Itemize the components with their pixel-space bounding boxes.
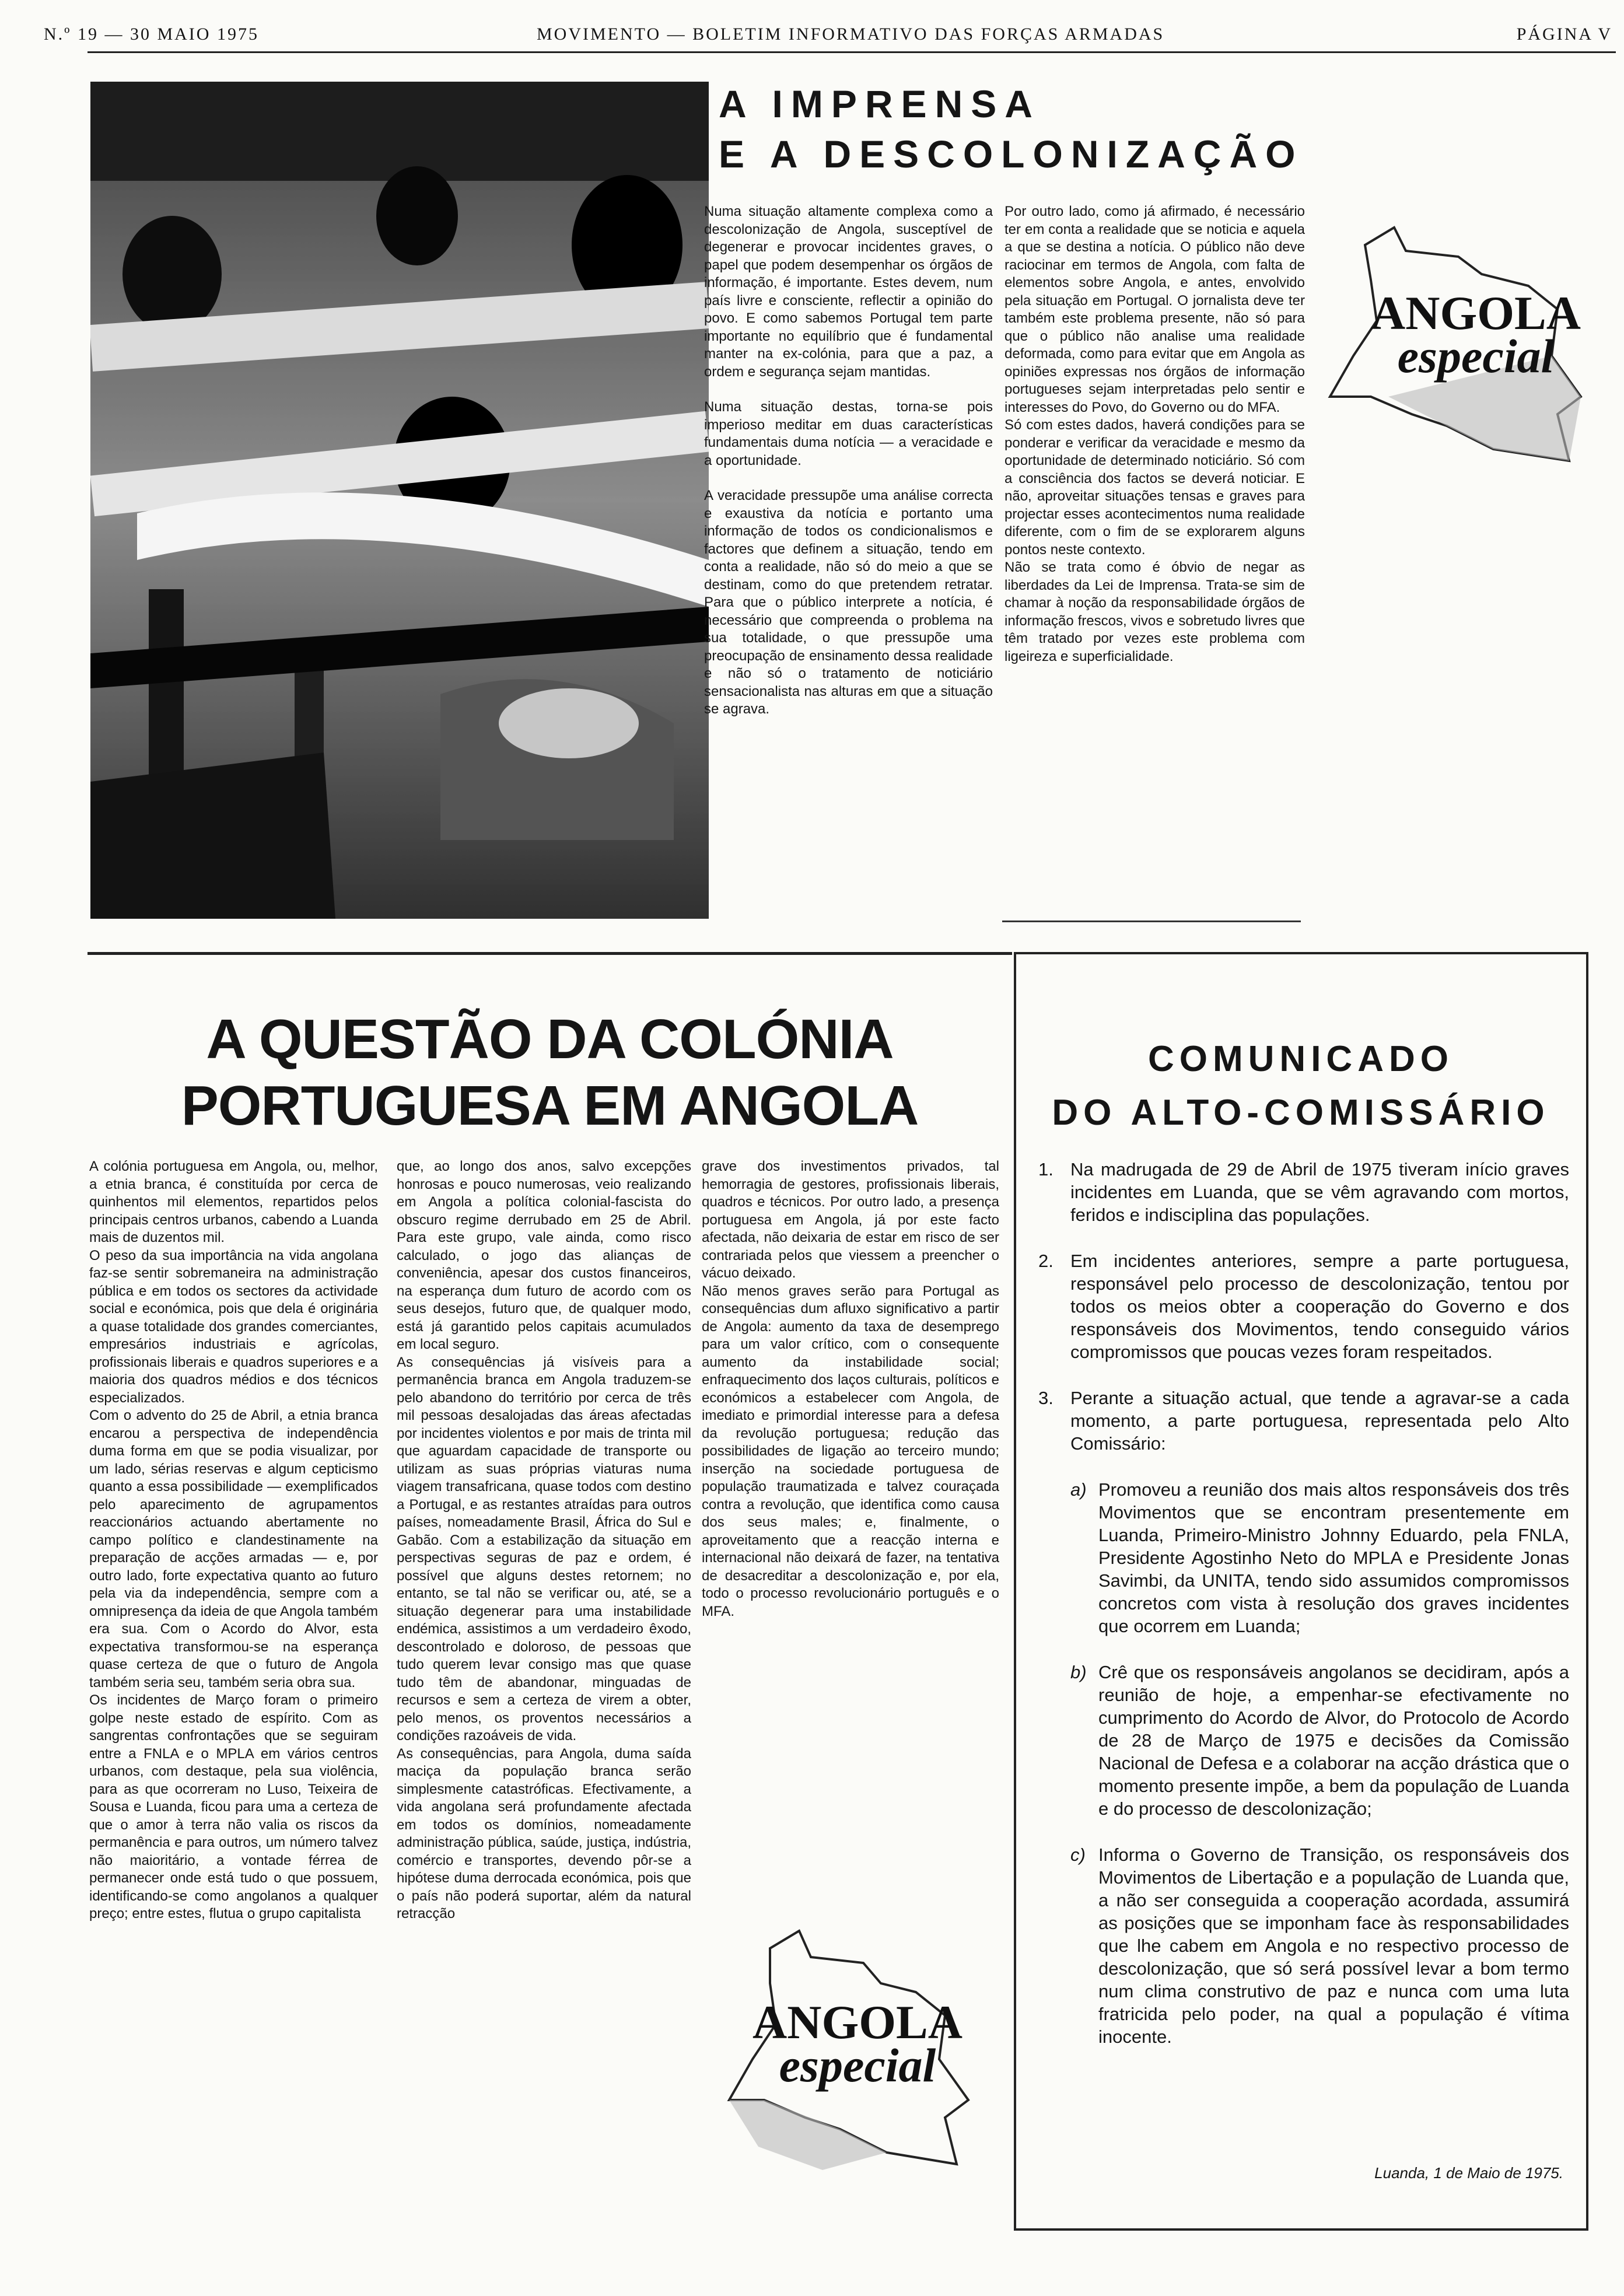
communique-title-line2: DO ALTO-COMISSÁRIO [1052, 1093, 1550, 1133]
paragraph: Só com estes dados, haverá condições para se ponderar e verificar da veracidade e mesmo da oportunidade de determinado noticiário. Só com a consciência dos factos se deverá noticiar. E não, aproveitar situações tensas e graves para projectar esses acontecimentos numa realidade diferente, com o fim de se explorarem alguns pontos neste contexto. [1005, 417, 1305, 558]
publication-title: MOVIMENTO — BOLETIM INFORMATIVO DAS FORÇAS ARMADAS [537, 24, 1165, 44]
paragraph: que, ao longo dos anos, salvo excepções honrosas e pouco numerosas, veio realizando em Angola a política colonial-fascista do obscuro regime derrubado em 25 de Abril. Para este grupo, vale ainda, como risco calculado, o jogo das alianças de conveniência, apesar dos custos financeiros, na esperança dum futuro de acordo com os seus desejos, futuro que, de qualquer modo, está já garantido pelos capitais acumulados em local seguro. [397, 1158, 691, 1352]
subitem-letter: a) [1070, 1479, 1087, 1500]
paragraph: Os incidentes de Março foram o primeiro golpe neste estado de espírito. Com as sangrentas confrontações que se seguiram entre a FNLA e o MPLA em vários centros urbanos, com destaque, pela sua violência, para as que ocorreram no Luso, Teixeira de Sousa e Luanda, ficou para uma a certeza de que o amor à terra não valia os riscos da permanência e para outros, um número talvez não maioritário, a vontade férrea de permanecer onde está tudo o que possuem, identificando-se como angolanos a qualquer preço; entre estes, flutua o grupo capitalista [89, 1692, 378, 1922]
article2-column-2 [397, 1158, 691, 1923]
issue-number: N.º 19 — 30 MAIO 1975 [44, 24, 259, 44]
article1-title-line2: E A DESCOLONIZAÇÃO [719, 132, 1304, 176]
paragraph: Por outro lado, como já afirmado, é necessário ter em conta a realidade que se noticia e aquela a que se destina a notícia. O público não deve raciocinar em termos de Angola, com falta de elementos sobre Angola, e antes, envolvido pela situação em Portugal. O jornalista deve ter também este problema presente, não só para que o público não analise uma realidade deformada, como para evitar que em Angola as opiniões expressas nos órgãos de informação portugueses sejam interpretadas pelo sentir e interesses do Povo, do Governo ou do MFA. [1005, 204, 1305, 415]
item-number: 2. [1038, 1251, 1054, 1271]
angola-especial-logo [1307, 204, 1598, 484]
item-number: 1. [1038, 1159, 1054, 1180]
communique-subitem [1070, 1478, 1569, 1637]
photo-illustration [90, 82, 709, 919]
article1-column-2 [1005, 203, 1305, 666]
header-rule [88, 51, 1616, 53]
paragraph: As consequências, para Angola, duma saída maciça da população branca serão simplesmente catastróficas. Efectivamente, a vida angolana será profundamente afectada em todos os domínios, nomeadamente administração pública, saúde, justiça, indústria, comércio e transportes, devendo pôr-se a hipótese duma derrocada económica, pois que o país não poderá suportar, além da natural retracção [397, 1745, 691, 1922]
angola-especial-logo-2 [706, 1913, 986, 2182]
subitem-text: Informa o Governo de Transição, os responsáveis dos Movimentos de Libertação e a população de Luanda que, a não ser conseguida a cooperação acordada, assumirá as posições que se imponham face às responsabilidades que lhe cabem em Angola e no respectivo processo de descolonização, que só será possível levar a bom termo num clima construtivo de paz e nunca com uma luta fratricida pelo poder, na qual a população é vítima inocente. [1098, 1845, 1569, 2047]
paragraph: As consequências já visíveis para a permanência branca em Angola traduzem-se pelo abandono do território por cerca de três mil pessoas desalojadas das áreas afectadas por incidentes violentos e por mais de trinta mil que aguardam capacidade de transporte ou utilizam as suas próprias viaturas numa viagem transafricana, quase todos com destino a Portugal, e as restantes atraídas para outros países, nomeadamente Brasil, África do Sul e Gabão. Com a estabilização da situação em perspectivas seguras de paz e ordem, é possível que alguns destes retornem; no entanto, se tal não se verificar ou, até, se a situação degenerar para uma instabilidade endémica, assistimos a um verdadeiro êxodo, descontrolado e doloroso, de pessoas que tudo querem levar consigo mas que quase tudo têm de abandonar, minguadas de recursos e sem a certeza de virem a obter, pelo menos, os proventos necessários a condições razoáveis de vida. [397, 1354, 691, 1744]
paragraph: grave dos investimentos privados, tal hemorragia de gestores, profissionais liberais, quadros e técnicos. Por outro lado, a presença portuguesa em Angola, já por este facto afectada, não deixaria de estar em risco de ser contrariada pelos que viessem a preencher o vácuo deixado. [702, 1158, 999, 1281]
communique-item [1038, 1250, 1569, 1363]
logo-word-angola: ANGOLA [1371, 286, 1581, 340]
article2-column-1 [89, 1158, 378, 1923]
item-text: Em incidentes anteriores, sempre a parte portuguesa, responsável pelo processo de descolonização, tentou por todos os meios obter a cooperação do Governo e dos responsáveis dos Movimentos, tendo conseguido vários compromissos que poucas vezes foram respeitados. [1070, 1251, 1569, 1362]
paragraph: Não menos graves serão para Portugal as consequências dum afluxo significativo a partir de Angola: aumento da taxa de desemprego para um valor crítico, com o consequente aumento da instabilidade social; enfraquecimento dos laços culturais, políticos e económicos a estabelecer com Angola, de imediato e primordial interesse para a defesa da revolução portuguesa; redução das possibilidades de ligação ao terceiro mundo; inserção na sociedade portuguesa de população traumatizada e talvez couraçada contra a revolução, que identifica como causa dos seus males; e, finalmente, o aproveitamento que a reacção interna e internacional não deixará de fazer, na tentativa de desacreditar a descolonização e, por ela, todo o processo revolucionário português e o MFA. [702, 1283, 999, 1619]
communique-subitem [1070, 1843, 1569, 2048]
item-text: Na madrugada de 29 de Abril de 1975 tiveram início graves incidentes em Luanda, que se vêm agravando com mortos, feridos e indisciplina das populações. [1070, 1159, 1569, 1225]
article2-top-rule [88, 952, 1012, 955]
communique-list [1038, 1158, 1569, 2071]
page-number: PÁGINA V [1516, 24, 1612, 44]
article2-title [88, 1006, 1012, 1139]
subitem-letter: b) [1070, 1662, 1087, 1682]
subitem-text: Promoveu a reunião dos mais altos responsáveis dos três Movimentos que se encontram presentemente em Luanda, Primeiro-Ministro Johnny Eduardo, pela FNLA, Presidente Agostinho Neto do MPLA e Presidente Jonas Savimbi, da UNITA, tendo sido assumidos compromissos concretos com vista à resolução dos graves incidentes que ocorrem em Luanda; [1098, 1479, 1569, 1636]
logo-word-especial: especial [1397, 330, 1555, 383]
paragraph: A colónia portuguesa em Angola, ou, melhor, a etnia branca, é constituída por cerca de quinhentos mil elementos, repartidos pelos principais centros urbanos, cabendo a Luanda mais de duzentos mil. [89, 1158, 378, 1245]
paragraph: A veracidade pressupõe uma análise correcta e exaustiva da notícia e portanto uma informação de todos os condicionalismos e factores que definem a situação, tendo em conta a realidade, não só do meio a que se destinam, como do que pretendem retratar. Para que o público interprete a notícia, é necessário que compreenda o problema na sua totalidade, o que pressupõe uma preocupação de ensinamento dessa realidade e não só o tratamento de noticiário sensacionalista nas alturas em que a situação se agrava. [704, 488, 993, 717]
communique-item [1038, 1158, 1569, 1226]
paragraph: Com o advento do 25 de Abril, a etnia branca encarou a perspectiva de independência duma forma em que se podia visualizar, por um lado, sérias reservas e algum cepticismo quanto a essa possibilidade — exemplificados pelo aparecimento de agrupamentos reaccionários actuando abertamente no campo político e clandestinamente na preparação de acções armadas — e, por outro lado, forte expectativa quanto ao futuro pela via da independência, sempre com a omnipresença da ideia de que Angola também era sua. Com o Acordo do Alvor, esta expectativa transformou-se na esperança quase certeza de que o futuro de Angola também seria seu, também seria obra sua. [89, 1408, 378, 1690]
paragraph: Não se trata como é óbvio de negar as liberdades da Lei de Imprensa. Trata-se sim de chamar à noção da responsabilidade órgãos de informação frescos, vivos e sobretudo livres que têm tratado por vezes este problema com ligeireza e superficialidade. [1005, 559, 1305, 664]
article1-title [719, 79, 1303, 179]
logo-word-angola: ANGOLA [752, 1996, 963, 2049]
communique-signature: Luanda, 1 de Maio de 1975. [1374, 2164, 1563, 2182]
article1-title-line1: A IMPRENSA [719, 82, 1041, 125]
communique-subitem [1070, 1661, 1569, 1820]
article2-column-3 [702, 1158, 999, 1620]
paragraph: Numa situação destas, torna-se pois imperioso meditar em duas características fundamentais duma notícia — a veracidade e a oportunidade. [704, 399, 993, 468]
subitem-letter: c) [1070, 1845, 1086, 1865]
article1-column-1 [704, 203, 993, 719]
communique-item [1038, 1387, 1569, 1455]
item-text: Perante a situação actual, que tende a agravar-se a cada momento, a parte portuguesa, representada pelo Alto Comissário: [1070, 1388, 1569, 1454]
classroom-photo [90, 82, 709, 919]
paragraph: Numa situação altamente complexa como a descolonização de Angola, susceptível de degenerar e provocar incidentes graves, o papel que podem desempenhar os órgãos de informação, é importante. Estes devem, num país livre e consciente, reflectir a opinião do povo. E como sabemos Portugal tem parte importante no equilíbrio que é fundamental manter na ex-colónia, para que a paz, a ordem e segurança sejam mantidas. [704, 204, 993, 380]
paragraph: O peso da sua importância na vida angolana faz-se sentir sobremaneira na administração pública e em todos os sectores da actividade social e económica, pois que dela é originária a quase totalidade dos grandes comerciantes, empresários industriais e agrícolas, profissionais liberais e quadros superiores e a maioria dos quadros médios e dos técnicos especializados. [89, 1247, 378, 1406]
article2-title-line2: PORTUGUESA EM ANGOLA [181, 1074, 919, 1137]
subitem-text: Crê que os responsáveis angolanos se decidiram, após a reunião de hoje, a empenhar-se efectivamente no cumprimento do Acordo de Alvor, do Protocolo de Acordo de 28 de Março de 1975 e decisões da Comissão Nacional de Defesa e a colaborar na acção drástica que o momento presente impõe, a bem da população de Luanda e do processo de descolonização; [1098, 1662, 1569, 1819]
communique-title-line1: COMUNICADO [1148, 1039, 1454, 1079]
logo-word-especial: especial [779, 2039, 936, 2092]
article2-title-line1: A QUESTÃO DA COLÓNIA [206, 1008, 894, 1070]
article1-end-rule [1002, 921, 1301, 922]
item-number: 3. [1038, 1388, 1054, 1408]
communique-title [1015, 1032, 1587, 1140]
